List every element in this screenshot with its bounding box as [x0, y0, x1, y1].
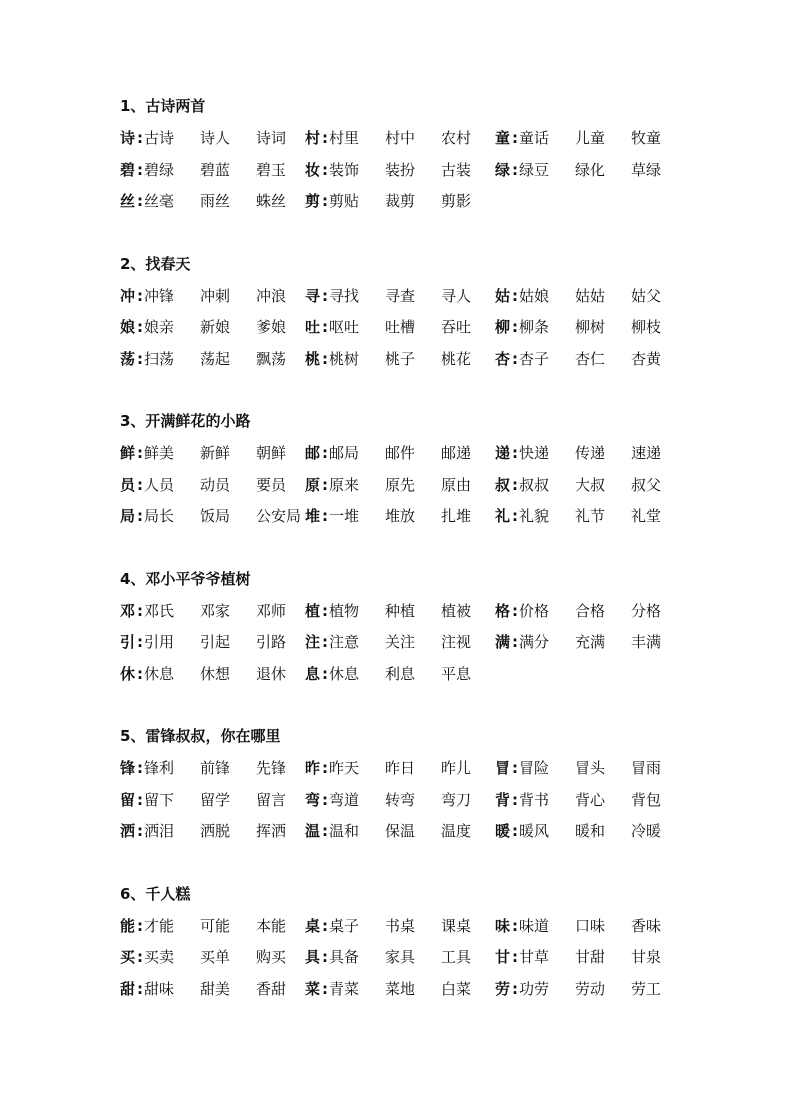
vocab-row — [120, 630, 680, 654]
character-colon: : — [137, 790, 143, 809]
vocab-character: 买 — [120, 948, 136, 966]
vocab-word: 家具 — [385, 948, 416, 966]
vocab-row — [120, 977, 680, 1001]
vocab-word: 礼堂 — [631, 507, 662, 525]
vocab-word: 书桌 — [385, 916, 416, 935]
character-colon: : — [322, 160, 328, 179]
vocab-word: 邓师 — [256, 601, 287, 620]
vocab-word: 甘草 — [519, 948, 550, 966]
vocab-word: 牧童 — [631, 129, 662, 147]
character-colon: : — [512, 444, 518, 462]
vocab-character: 背 — [495, 790, 511, 809]
vocab-character: 桌 — [305, 916, 321, 935]
vocab-word: 桌子 — [329, 916, 360, 935]
character-colon: : — [322, 633, 328, 651]
vocab-row — [120, 347, 680, 371]
vocab-word: 弯刀 — [441, 790, 472, 809]
vocab-word: 购买 — [256, 948, 287, 966]
vocab-character: 注 — [305, 633, 321, 651]
character-colon: : — [512, 916, 518, 935]
vocab-character: 菜 — [305, 979, 321, 998]
vocab-character: 吐 — [305, 318, 321, 336]
vocab-word: 娘亲 — [144, 318, 175, 336]
vocab-word: 邮件 — [385, 444, 416, 462]
character-colon: : — [137, 507, 143, 525]
vocab-word: 青菜 — [329, 979, 360, 998]
vocab-character: 洒 — [120, 822, 136, 840]
vocab-character: 局 — [120, 507, 136, 525]
vocab-row — [120, 126, 680, 150]
vocab-word: 转弯 — [385, 790, 416, 809]
character-colon: : — [322, 192, 328, 210]
vocab-word: 丝毫 — [144, 192, 175, 210]
vocab-word: 注意 — [329, 633, 360, 651]
vocab-word: 价格 — [519, 601, 550, 620]
character-colon: : — [322, 475, 328, 494]
vocab-word: 甜味 — [144, 979, 175, 998]
vocab-word: 温度 — [441, 822, 472, 840]
vocab-word: 植物 — [329, 601, 360, 620]
character-colon: : — [512, 822, 518, 840]
vocab-row — [120, 158, 680, 182]
character-colon: : — [512, 318, 518, 336]
lesson-section — [120, 94, 680, 221]
vocab-row — [120, 441, 680, 465]
vocab-character: 味 — [495, 916, 511, 935]
vocab-word: 冷暖 — [631, 822, 662, 840]
vocab-word: 昨日 — [385, 759, 416, 777]
vocab-character: 柳 — [495, 318, 511, 336]
character-colon: : — [512, 286, 518, 305]
vocab-row — [120, 189, 680, 213]
vocab-word: 充满 — [575, 633, 606, 651]
vocab-character: 昨 — [305, 759, 321, 777]
character-colon: : — [137, 160, 143, 179]
vocab-word: 背包 — [631, 790, 662, 809]
vocab-word: 桃花 — [441, 349, 472, 368]
vocab-word: 平息 — [441, 664, 472, 683]
vocab-row — [120, 599, 680, 623]
vocab-word: 温和 — [329, 822, 360, 840]
vocab-character: 具 — [305, 948, 321, 966]
vocab-word: 买单 — [200, 948, 231, 966]
vocab-word: 暖风 — [519, 822, 550, 840]
vocab-word: 吐槽 — [385, 318, 416, 336]
character-colon: : — [512, 948, 518, 966]
lesson-title: 3、开满鲜花的小路 — [120, 412, 251, 430]
vocab-word: 留言 — [256, 790, 287, 809]
character-colon: : — [137, 192, 143, 210]
vocab-character: 堆 — [305, 507, 321, 525]
vocab-word: 剪贴 — [329, 192, 360, 210]
vocab-word: 绿豆 — [519, 160, 550, 179]
character-colon: : — [322, 349, 328, 368]
character-colon: : — [322, 759, 328, 777]
character-colon: : — [322, 948, 328, 966]
character-colon: : — [512, 160, 518, 179]
vocab-word: 碧蓝 — [200, 160, 231, 179]
vocab-character: 息 — [305, 664, 321, 683]
lesson-section — [120, 567, 680, 694]
character-colon: : — [137, 318, 143, 336]
vocab-word: 洒泪 — [144, 822, 175, 840]
character-colon: : — [137, 822, 143, 840]
vocab-character: 村 — [305, 129, 321, 147]
vocab-word: 新娘 — [200, 318, 231, 336]
lesson-title: 2、找春天 — [120, 254, 191, 273]
vocab-character: 冲 — [120, 286, 136, 305]
lesson-title: 1、古诗两首 — [120, 97, 206, 115]
vocab-row — [120, 473, 680, 497]
vocab-word: 邓氏 — [144, 601, 175, 620]
vocab-word: 叔父 — [631, 475, 662, 494]
lesson-section — [120, 724, 680, 851]
vocab-word: 姑娘 — [519, 286, 550, 305]
vocab-word: 本能 — [256, 916, 287, 935]
vocab-character: 弯 — [305, 790, 321, 809]
vocab-word: 劳动 — [575, 979, 606, 998]
character-colon: : — [512, 129, 518, 147]
vocab-word: 寻查 — [385, 286, 416, 305]
vocab-word: 背书 — [519, 790, 550, 809]
vocab-character: 桃 — [305, 349, 321, 368]
vocab-word: 剪影 — [441, 192, 472, 210]
vocab-character: 劳 — [495, 979, 511, 998]
vocab-word: 工具 — [441, 948, 472, 966]
character-colon: : — [322, 601, 328, 620]
vocab-word: 一堆 — [329, 507, 360, 525]
vocab-word: 桃树 — [329, 349, 360, 368]
vocab-row — [120, 914, 680, 938]
vocab-character: 叔 — [495, 475, 511, 494]
vocab-word: 退休 — [256, 664, 287, 683]
vocab-row — [120, 284, 680, 308]
vocab-character: 妆 — [305, 160, 321, 179]
vocab-character: 满 — [495, 633, 511, 651]
vocab-word: 柳树 — [575, 318, 606, 336]
vocab-word: 合格 — [575, 601, 606, 620]
vocab-character: 休 — [120, 664, 136, 683]
character-colon: : — [322, 979, 328, 998]
character-colon: : — [137, 286, 143, 305]
vocab-word: 动员 — [200, 475, 231, 494]
vocab-character: 剪 — [305, 192, 321, 210]
vocab-character: 童 — [495, 129, 511, 147]
character-colon: : — [322, 286, 328, 305]
vocab-word: 冲浪 — [256, 286, 287, 305]
character-colon: : — [137, 475, 143, 494]
character-colon: : — [137, 349, 143, 368]
vocab-word: 邮递 — [441, 444, 472, 462]
character-colon: : — [512, 759, 518, 777]
vocab-word: 草绿 — [631, 160, 662, 179]
vocab-character: 甘 — [495, 948, 511, 966]
vocab-word: 冲刺 — [200, 286, 231, 305]
vocab-character: 邓 — [120, 601, 136, 620]
vocab-word: 礼貌 — [519, 507, 550, 525]
vocab-word: 背心 — [575, 790, 606, 809]
vocab-word: 休想 — [200, 664, 231, 683]
vocab-word: 休息 — [329, 664, 360, 683]
vocab-word: 杏子 — [519, 349, 550, 368]
vocab-word: 植被 — [441, 601, 472, 620]
character-colon: : — [512, 475, 518, 494]
vocab-word: 杏黄 — [631, 349, 662, 368]
vocab-word: 农村 — [441, 129, 472, 147]
vocab-word: 人员 — [144, 475, 175, 494]
character-colon: : — [322, 916, 328, 935]
character-colon: : — [322, 129, 328, 147]
vocab-word: 弯道 — [329, 790, 360, 809]
vocab-row — [120, 504, 680, 528]
vocab-word: 白菜 — [441, 979, 472, 998]
vocab-word: 装饰 — [329, 160, 360, 179]
vocab-word: 村中 — [385, 129, 416, 147]
character-colon: : — [512, 790, 518, 809]
vocab-word: 堆放 — [385, 507, 416, 525]
vocab-word: 裁剪 — [385, 192, 416, 210]
vocab-word: 传递 — [575, 444, 606, 462]
lesson-section — [120, 252, 680, 379]
vocab-word: 利息 — [385, 664, 416, 683]
vocab-word: 装扮 — [385, 160, 416, 179]
vocab-row — [120, 662, 680, 686]
lesson-section — [120, 882, 680, 1009]
vocab-word: 课桌 — [441, 916, 472, 935]
vocab-word: 甘甜 — [575, 948, 606, 966]
vocab-row — [120, 756, 680, 780]
vocab-character: 植 — [305, 601, 321, 620]
vocab-word: 冒雨 — [631, 759, 662, 777]
vocab-word: 村里 — [329, 129, 360, 147]
vocab-word: 呕吐 — [329, 318, 360, 336]
vocab-character: 留 — [120, 790, 136, 809]
vocab-word: 古诗 — [144, 129, 175, 147]
vocab-word: 种植 — [385, 601, 416, 620]
vocab-word: 分格 — [631, 601, 662, 620]
character-colon: : — [512, 601, 518, 620]
character-colon: : — [322, 822, 328, 840]
vocab-word: 关注 — [385, 633, 416, 651]
vocab-word: 诗词 — [256, 129, 287, 147]
vocab-character: 诗 — [120, 129, 136, 147]
character-colon: : — [137, 633, 143, 651]
vocab-word: 礼节 — [575, 507, 606, 525]
vocab-word: 寻人 — [441, 286, 472, 305]
vocab-character: 温 — [305, 822, 321, 840]
vocab-row — [120, 315, 680, 339]
vocab-word: 碧玉 — [256, 160, 287, 179]
vocab-character: 冒 — [495, 759, 511, 777]
vocab-row — [120, 819, 680, 843]
vocab-character: 鲜 — [120, 444, 136, 462]
lesson-title: 4、邓小平爷爷植树 — [120, 569, 251, 588]
vocab-word: 冒险 — [519, 759, 550, 777]
vocab-word: 甘泉 — [631, 948, 662, 966]
character-colon: : — [137, 601, 143, 620]
vocab-character: 引 — [120, 633, 136, 651]
character-colon: : — [322, 790, 328, 809]
vocab-word: 邓家 — [200, 601, 231, 620]
vocab-word: 要员 — [256, 475, 287, 494]
vocab-word: 冲锋 — [144, 286, 175, 305]
character-colon: : — [137, 979, 143, 998]
vocab-character: 寻 — [305, 286, 321, 305]
vocab-word: 扎堆 — [441, 507, 472, 525]
vocab-word: 香甜 — [256, 979, 287, 998]
vocab-word: 丰满 — [631, 633, 662, 651]
vocab-word: 杏仁 — [575, 349, 606, 368]
vocab-word: 寻找 — [329, 286, 360, 305]
vocab-character: 暖 — [495, 822, 511, 840]
vocab-word: 绿化 — [575, 160, 606, 179]
character-colon: : — [137, 664, 143, 683]
vocab-word: 邮局 — [329, 444, 360, 462]
character-colon: : — [137, 129, 143, 147]
vocab-word: 蛛丝 — [256, 192, 287, 210]
vocab-word: 朝鲜 — [256, 444, 287, 462]
lesson-title: 6、千人糕 — [120, 884, 191, 903]
vocab-word: 新鲜 — [200, 444, 231, 462]
vocab-word: 昨儿 — [441, 759, 472, 777]
vocab-word: 飘荡 — [256, 349, 287, 368]
vocab-word: 暖和 — [575, 822, 606, 840]
vocab-word: 可能 — [200, 916, 231, 935]
vocab-word: 香味 — [631, 916, 662, 935]
vocab-word: 鲜美 — [144, 444, 175, 462]
vocab-word: 冒头 — [575, 759, 606, 777]
vocab-character: 能 — [120, 916, 136, 935]
vocab-word: 碧绿 — [144, 160, 175, 179]
vocab-word: 饭局 — [200, 507, 231, 525]
vocab-word: 引用 — [144, 633, 175, 651]
vocab-word: 引起 — [200, 633, 231, 651]
vocab-word: 叔叔 — [519, 475, 550, 494]
vocab-word: 才能 — [144, 916, 175, 935]
vocab-word: 扫荡 — [144, 349, 175, 368]
character-colon: : — [322, 664, 328, 683]
vocab-word: 留下 — [144, 790, 175, 809]
vocab-word: 速递 — [631, 444, 662, 462]
character-colon: : — [322, 444, 328, 462]
vocab-row — [120, 788, 680, 812]
vocab-character: 甜 — [120, 979, 136, 998]
lesson-section — [120, 409, 680, 536]
vocab-word: 味道 — [519, 916, 550, 935]
character-colon: : — [512, 633, 518, 651]
vocab-word: 挥洒 — [256, 822, 287, 840]
character-colon: : — [322, 318, 328, 336]
vocab-word: 先锋 — [256, 759, 287, 777]
vocab-word: 童话 — [519, 129, 550, 147]
vocab-word: 姑父 — [631, 286, 662, 305]
character-colon: : — [512, 507, 518, 525]
vocab-word: 注视 — [441, 633, 472, 651]
vocab-character: 绿 — [495, 160, 511, 179]
vocab-word: 洒脱 — [200, 822, 231, 840]
character-colon: : — [137, 759, 143, 777]
vocab-character: 荡 — [120, 349, 136, 368]
lesson-title: 5、雷锋叔叔，你在哪里 — [120, 727, 281, 745]
vocab-character: 丝 — [120, 192, 136, 210]
vocab-word: 满分 — [519, 633, 550, 651]
vocab-word: 甜美 — [200, 979, 231, 998]
vocab-word: 前锋 — [200, 759, 231, 777]
vocab-word: 原由 — [441, 475, 472, 494]
vocab-word: 保温 — [385, 822, 416, 840]
character-colon: : — [137, 916, 143, 935]
vocab-character: 递 — [495, 444, 511, 462]
vocab-word: 昨天 — [329, 759, 360, 777]
vocab-word: 具备 — [329, 948, 360, 966]
vocab-word: 吞吐 — [441, 318, 472, 336]
vocab-word: 菜地 — [385, 979, 416, 998]
vocab-word: 大叔 — [575, 475, 606, 494]
vocab-character: 碧 — [120, 160, 136, 179]
vocab-character: 格 — [495, 601, 511, 620]
vocab-word: 休息 — [144, 664, 175, 683]
vocab-word: 荡起 — [200, 349, 231, 368]
vocab-character: 原 — [305, 475, 321, 494]
vocab-word: 原来 — [329, 475, 360, 494]
vocab-word: 公安局 — [256, 507, 302, 525]
vocab-character: 礼 — [495, 507, 511, 525]
vocab-word: 快递 — [519, 444, 550, 462]
vocab-word: 诗人 — [200, 129, 231, 147]
vocab-character: 锋 — [120, 759, 136, 777]
vocab-word: 古装 — [441, 160, 472, 179]
vocab-word: 功劳 — [519, 979, 550, 998]
vocab-word: 雨丝 — [200, 192, 231, 210]
vocab-word: 柳条 — [519, 318, 550, 336]
vocab-word: 劳工 — [631, 979, 662, 998]
vocab-character: 杏 — [495, 349, 511, 368]
vocab-word: 引路 — [256, 633, 287, 651]
character-colon: : — [137, 948, 143, 966]
character-colon: : — [137, 444, 143, 462]
vocab-character: 邮 — [305, 444, 321, 462]
vocab-word: 口味 — [575, 916, 606, 935]
vocab-word: 姑姑 — [575, 286, 606, 305]
character-colon: : — [512, 979, 518, 998]
vocab-word: 局长 — [144, 507, 175, 525]
vocab-word: 买卖 — [144, 948, 175, 966]
vocab-character: 娘 — [120, 318, 136, 336]
character-colon: : — [512, 349, 518, 368]
vocab-word: 留学 — [200, 790, 231, 809]
vocab-character: 姑 — [495, 286, 511, 305]
vocab-word: 儿童 — [575, 129, 606, 147]
vocab-character: 员 — [120, 475, 136, 494]
vocab-word: 原先 — [385, 475, 416, 494]
character-colon: : — [322, 507, 328, 525]
vocab-row — [120, 945, 680, 969]
vocab-word: 锋利 — [144, 759, 175, 777]
vocab-word: 爹娘 — [256, 318, 287, 336]
vocab-word: 桃子 — [385, 349, 416, 368]
vocab-word: 柳枝 — [631, 318, 662, 336]
